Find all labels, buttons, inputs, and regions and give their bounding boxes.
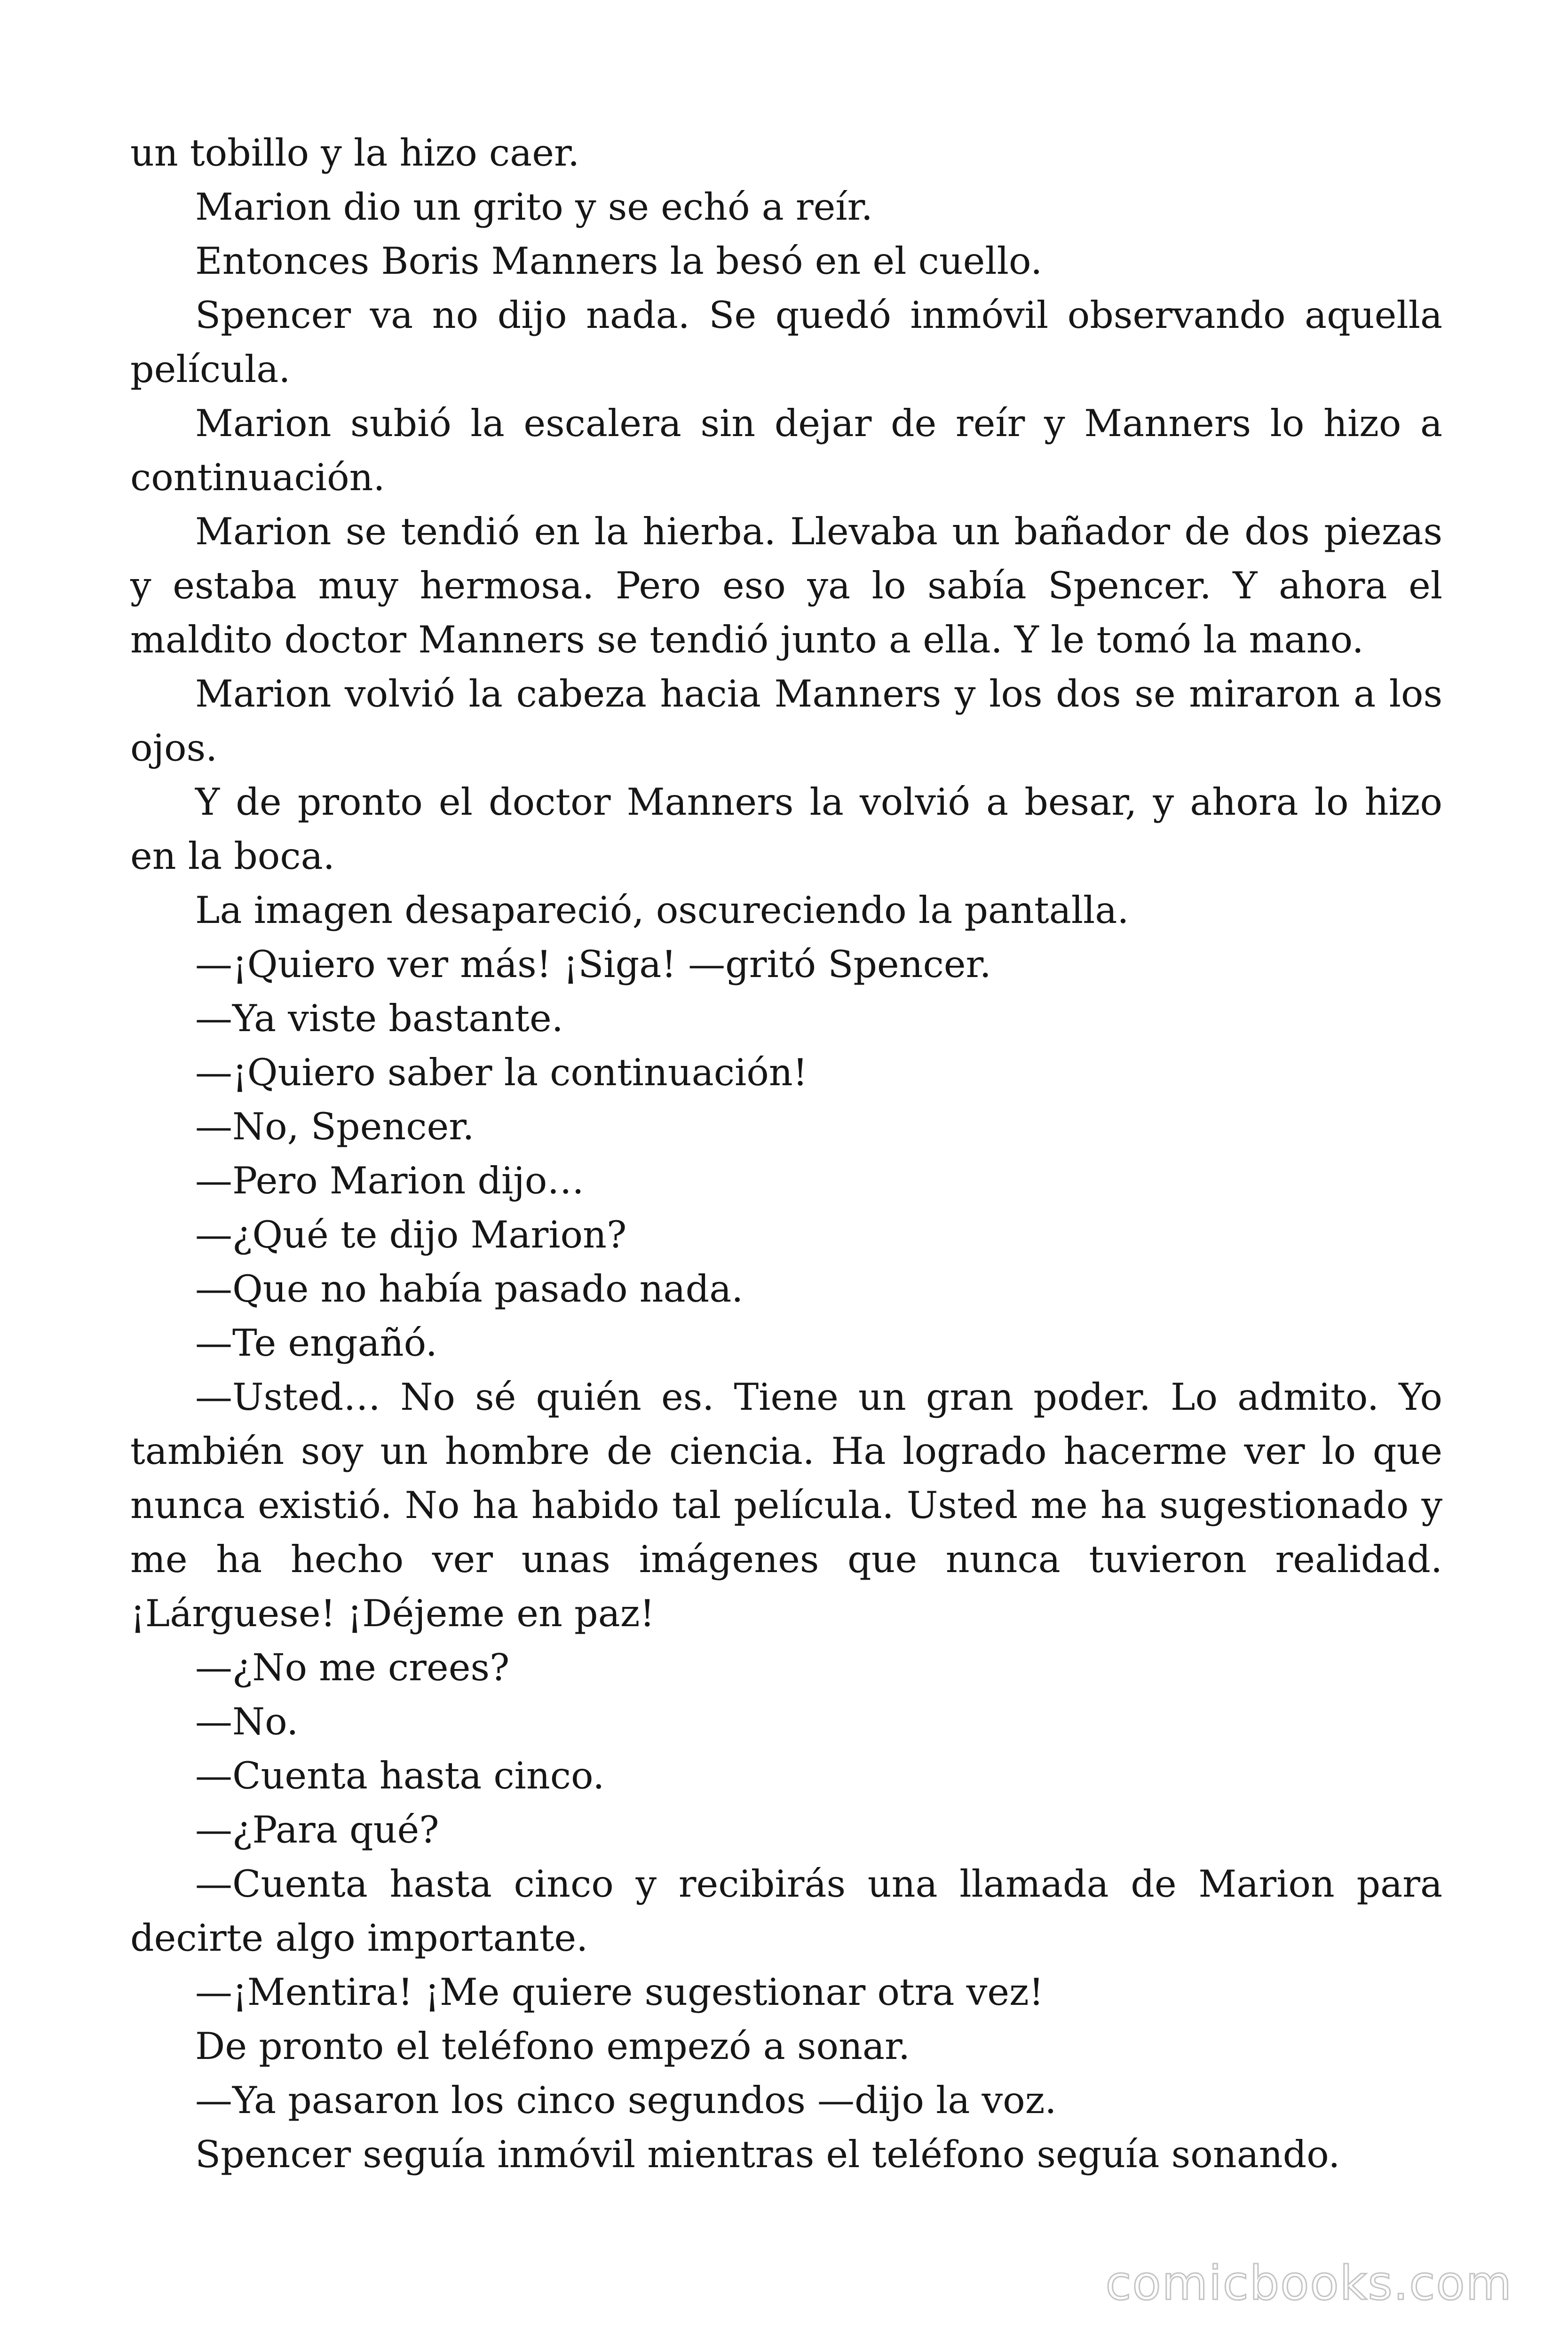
dialogue-line: —Te engañó. bbox=[195, 1321, 437, 1365]
dialogue-line: —No. bbox=[195, 1700, 299, 1743]
dialogue-line: —Ya pasaron los cinco segundos —dijo la voz. bbox=[195, 2079, 1057, 2122]
watermark-logo: comicbooks.com bbox=[1105, 2256, 1513, 2311]
page-body bbox=[130, 126, 1442, 2182]
dialogue-line: —Usted… No sé quién es. Tiene un gran poder. Lo admito. Yo también soy un hombre de ciencia. Ha logrado hacerme ver lo que nunca existió. No ha habido tal película. Usted me ha sugestionado y me ha hecho ver unas imágenes que nunca tuvieron realidad. ¡Lárguese! ¡Déjeme en paz! bbox=[130, 1375, 1442, 1635]
paragraph: Entonces Boris Manners la besó en el cuello. bbox=[195, 239, 1043, 283]
paragraph: Spencer seguía inmóvil mientras el teléfono seguía sonando. bbox=[195, 2133, 1340, 2176]
paragraph: Y de pronto el doctor Manners la volvió a besar, y ahora lo hizo en la boca. bbox=[130, 780, 1442, 878]
paragraph: De pronto el teléfono empezó a sonar. bbox=[195, 2025, 911, 2068]
paragraph: Marion volvió la cabeza hacia Manners y los dos se miraron a los ojos. bbox=[130, 672, 1442, 770]
dialogue-line: —Ya viste bastante. bbox=[195, 997, 563, 1040]
dialogue-line: —Cuenta hasta cinco. bbox=[195, 1754, 605, 1797]
dialogue-line: —¿Para qué? bbox=[195, 1808, 439, 1851]
dialogue-line: —¡Mentira! ¡Me quiere sugestionar otra vez! bbox=[195, 1971, 1044, 2014]
dialogue-line: —¿Qué te dijo Marion? bbox=[195, 1213, 627, 1256]
paragraph: Marion subió la escalera sin dejar de reír y Manners lo hizo a continuación. bbox=[130, 402, 1442, 499]
dialogue-line: —Pero Marion dijo… bbox=[195, 1159, 585, 1202]
paragraph: Spencer va no dijo nada. Se quedó inmóvil observando aquella película. bbox=[130, 294, 1442, 391]
dialogue-line: —¿No me crees? bbox=[195, 1646, 510, 1689]
paragraph: Marion se tendió en la hierba. Llevaba un bañador de dos piezas y estaba muy hermosa. Pero eso ya lo sabía Spencer. Y ahora el maldito doctor Manners se tendió junto a ella. Y le tomó la mano. bbox=[130, 510, 1442, 661]
dialogue-line: —No, Spencer. bbox=[195, 1105, 475, 1148]
paragraph: un tobillo y la hizo caer. bbox=[130, 131, 580, 175]
dialogue-line: —¡Quiero saber la continuación! bbox=[195, 1051, 808, 1094]
dialogue-line: —¡Quiero ver más! ¡Siga! —gritó Spencer. bbox=[195, 943, 991, 986]
paragraph: Marion dio un grito y se echó a reír. bbox=[195, 185, 873, 229]
paragraph: La imagen desapareció, oscureciendo la pantalla. bbox=[195, 889, 1129, 932]
dialogue-line: —Cuenta hasta cinco y recibirás una llamada de Marion para decirte algo importante. bbox=[130, 1862, 1442, 1960]
dialogue-line: —Que no había pasado nada. bbox=[195, 1267, 744, 1311]
